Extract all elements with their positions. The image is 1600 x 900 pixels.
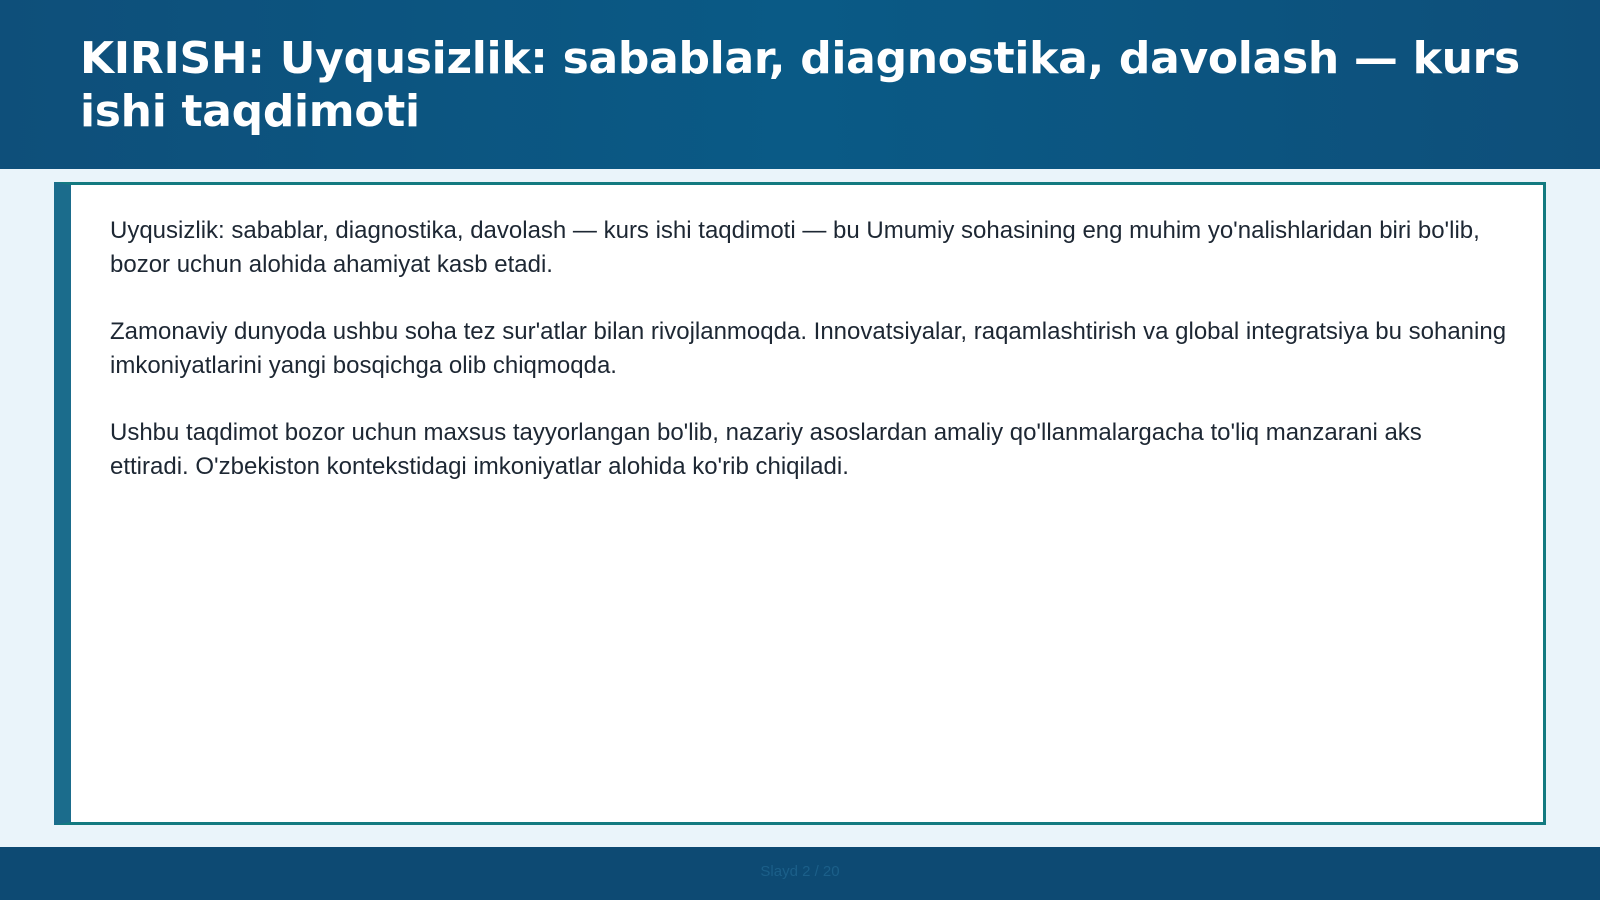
paragraph-intro: Uyqusizlik: sabablar, diagnostika, davolash — kurs ishi taqdimoti — bu Umumiy sohasining eng muhim yo'nalishlaridan biri bo'lib, bozor uchun alohida ahamiyat kasb etadi. xyxy=(110,217,1480,278)
slide-header xyxy=(0,0,1600,169)
paragraph-presentation-scope: Ushbu taqdimot bozor uchun maxsus tayyorlangan bo'lib, nazariy asoslardan amaliy qo'llanmalargacha to'liq manzarani aks ettiradi. O'zbekiston kontekstidagi imkoniyatlar alohida ko'rib chiqiladi. xyxy=(110,419,1422,480)
content-card xyxy=(54,182,1546,825)
slide-number: Slayd 2 / 20 xyxy=(760,863,840,880)
slide-title: KIRISH: Uyqusizlik: sabablar, diagnostika, davolash — kurs ishi taqdimoti xyxy=(80,33,1520,137)
paragraph-modern-world: Zamonaviy dunyoda ushbu soha tez sur'atlar bilan rivojlanmoqda. Innovatsiyalar, raqamlashtirish va global integratsiya bu sohaning imkoniyatlarini yangi bosqichga olib chiqmoqda. xyxy=(110,318,1507,379)
slide-footer xyxy=(0,847,1600,900)
